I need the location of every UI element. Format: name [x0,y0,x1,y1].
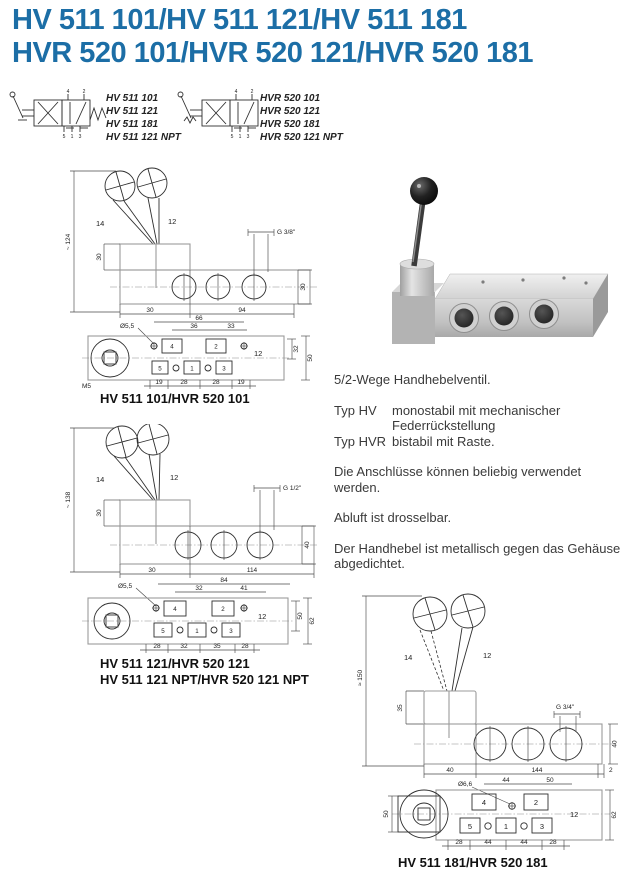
port-4: 4 [481,798,487,807]
dim-hole: Ø5,5 [120,323,135,330]
valve-symbol-hv-ports [63,89,86,140]
port-1: 1 [190,365,194,373]
svg-text:19: 19 [155,379,163,386]
drawing2-plan-view [82,577,316,653]
svg-text:28: 28 [549,839,557,846]
dim-left: 50 [383,810,390,818]
type-label: Typ HV [334,402,377,418]
port-3: 3 [539,822,545,831]
drawing1-side-view [65,168,318,318]
dim-housing-height: 30 [96,509,103,517]
pilot-port-12: 12 [258,612,267,621]
symbol-label: HVR 520 101 [260,93,321,104]
pilot-label-12: 12 [483,651,492,660]
svg-text:44: 44 [484,839,492,846]
port-2: 2 [221,606,225,613]
dim-thread: G 3/8" [277,229,296,236]
drawing1-plan-view [82,315,314,390]
dim-pitch-b: 41 [240,585,248,592]
dim-right: 62 [611,811,618,819]
type-table [334,403,621,450]
svg-text:4: 4 [66,89,70,95]
type-label [334,418,392,434]
symbol-label: HVR 520 121 NPT [260,132,343,143]
svg-text:2: 2 [82,89,86,95]
port-3: 3 [222,365,226,373]
dim-length-a: 40 [446,767,454,774]
drawing3-caption: HV 511 181/HVR 520 181 [398,855,548,870]
svg-text:28: 28 [241,643,249,650]
svg-text:28: 28 [455,839,463,846]
dim-length-a: 30 [148,567,156,574]
svg-text:32: 32 [180,643,188,650]
dim-right-b: 50 [307,354,314,362]
svg-text:44: 44 [520,839,528,846]
dimension-drawing-3 [352,588,620,852]
pilot-port-12: 12 [254,349,263,358]
dim-overall-height: ~ 124 [65,233,72,251]
dim-hole: Ø6,6 [458,781,473,788]
type-text: bistabil mit Raste. [392,433,495,449]
dimension-drawing-2 [58,424,320,654]
pilot-label-14: 14 [96,475,105,484]
symbol-label: HV 511 121 NPT [106,132,181,143]
svg-text:4: 4 [234,89,238,95]
svg-text:1: 1 [238,134,242,140]
hand-lever [410,177,438,266]
symbol-label: HVR 520 181 [260,119,321,130]
dim-hole: Ø5,5 [118,583,133,590]
svg-text:1: 1 [70,134,74,140]
dim-body-height: 40 [611,740,619,748]
port-3: 3 [229,628,233,635]
dim-length-c: 2 [609,767,613,774]
drawing3-plan-view [383,790,618,850]
dimension-drawing-1 [58,166,320,390]
valve-symbol-hvr-ports [231,89,254,140]
port-2: 2 [214,343,218,351]
type-text: Federrückstellung [392,418,496,433]
drawing3-side-view [357,594,619,804]
svg-text:3: 3 [246,134,250,140]
page-title [12,4,533,70]
svg-text:28: 28 [153,643,161,650]
drawing2-side-view [65,424,319,578]
pilot-label-14: 14 [404,653,413,662]
dim-length-b: 144 [531,767,543,774]
valve-symbol-hv-boxes [34,100,90,128]
dim-width-top: 84 [220,577,228,584]
dim-right-a: 32 [293,345,300,353]
svg-text:2: 2 [250,89,254,95]
description-paragraph: Abluft ist drosselbar. [334,510,452,525]
svg-text:5: 5 [62,134,66,140]
port-1: 1 [195,628,199,635]
svg-text:3: 3 [78,134,82,140]
dim-pitch-a: 36 [190,323,198,330]
symbol-labels-hv [106,92,181,144]
dim-pitch-b: 33 [227,323,235,330]
svg-text:35: 35 [213,643,221,650]
page-title-line2: HVR 520 101/HVR 520 121/HVR 520 181 [12,37,533,69]
dim-pitch-b: 50 [546,777,554,784]
dim-housing-height: 30 [96,253,103,261]
valve-symbol-hvr [176,88,264,144]
symbol-label: HV 511 121 [106,106,159,117]
port-2: 2 [533,798,539,807]
page-title-line1: HV 511 101/HV 511 121/HV 511 181 [12,4,467,36]
type-label: Typ HVR [334,433,387,449]
type-text: monostabil mit mechanischer [392,402,561,418]
dim-length-b: 114 [246,567,258,574]
dim-length-b: 94 [238,307,246,314]
svg-text:28: 28 [180,379,188,386]
dim-overall-height: ~ 138 [65,491,72,509]
description-intro: 5/2-Wege Handhebelventil. [334,372,491,387]
port-5: 5 [161,628,165,635]
svg-text:5: 5 [230,134,234,140]
dim-thread: G 3/4" [556,704,575,711]
svg-text:19: 19 [237,379,245,386]
dim-thread: G 1/2" [283,485,302,492]
drawing1-caption: HV 511 101/HVR 520 101 [100,391,250,406]
hand-lever-detent-symbol [178,92,202,123]
lever-ball [410,177,438,205]
port-4: 4 [173,606,177,613]
pilot-label-14: 14 [96,219,105,228]
description-paragraph: Der Handhebel ist metallisch gegen das Gehäuse abgedichtet. [334,540,621,571]
description-paragraph: Die Anschlüsse können beliebig verwendet werden. [334,464,582,495]
dim-pitch-a: 44 [502,777,510,784]
spring-symbol [90,108,106,120]
dim-right-b: 62 [309,617,316,625]
valve-symbol-hvr-boxes [202,100,258,128]
dim-length-a: 30 [146,307,154,314]
pilot-label-12: 12 [170,473,179,482]
drawing2-caption: HV 511 121/HVR 520 121 HV 511 121 NPT/HVR 520 121 NPT [100,656,309,687]
description-block [334,372,621,587]
symbol-label: HV 511 101 [106,93,159,104]
valve-photo [388,162,620,358]
port-4: 4 [170,343,174,351]
pilot-label-12: 12 [168,217,177,226]
symbol-label: HVR 520 121 [260,106,321,117]
dim-right-a: 50 [297,612,304,620]
dim-thread-side: M5 [82,383,92,390]
valve-symbol-hv [8,88,108,144]
dim-pitch-a: 32 [195,585,203,592]
dim-body-height: 40 [304,541,311,549]
pilot-port-12: 12 [570,810,579,819]
port-5: 5 [158,365,162,373]
port-5: 5 [467,822,473,831]
dim-width-top: 66 [195,315,203,322]
valve-ports [450,300,559,333]
dim-body-height: 30 [300,283,307,291]
dim-housing-height: 35 [397,704,404,712]
dim-overall-height: ≈ 150 [357,669,364,687]
symbol-label: HV 511 181 [106,119,159,130]
hand-lever-symbol [10,92,34,120]
svg-text:28: 28 [212,379,220,386]
port-1: 1 [503,822,509,831]
symbol-labels-hvr [260,92,343,144]
